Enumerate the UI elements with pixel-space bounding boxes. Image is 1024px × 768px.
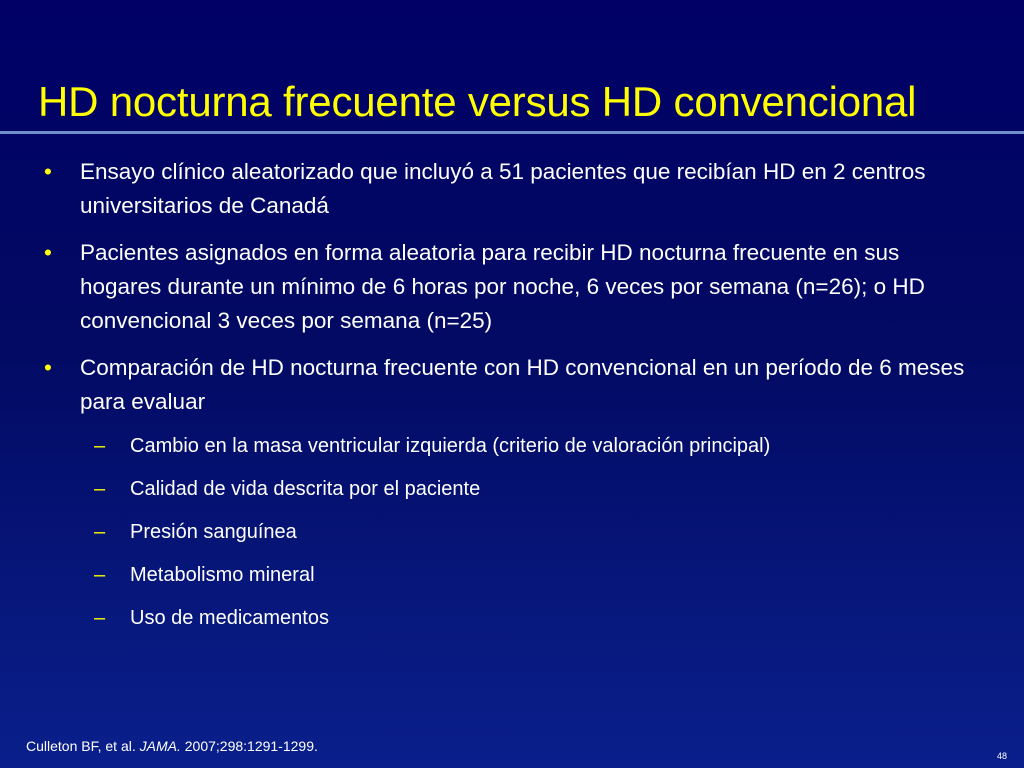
slide-body: [44, 155, 984, 647]
citation-journal: JAMA.: [139, 738, 181, 754]
sub-bullet-text: Presión sanguínea: [130, 521, 297, 543]
sub-bullet-item: [44, 475, 984, 503]
bullet-text: Ensayo clínico aleatorizado que incluyó a 51 pacientes que recibían HD en 2 centros universitarios de Canadá: [80, 159, 926, 218]
bullet-item: [44, 351, 984, 419]
bullet-marker: •: [44, 159, 52, 184]
sub-bullet-text: Calidad de vida descrita por el paciente: [130, 478, 481, 500]
sub-bullet-marker: –: [94, 435, 106, 457]
sub-bullet-text: Metabolismo mineral: [130, 564, 315, 586]
bullet-text: Comparación de HD nocturna frecuente con HD convencional en un período de 6 meses para evaluar: [80, 355, 965, 414]
sub-bullet-item: [44, 604, 984, 632]
slide-title: HD nocturna frecuente versus HD convencional: [38, 78, 917, 125]
citation: [26, 738, 318, 754]
sub-bullet-marker: –: [94, 564, 106, 586]
citation-details: 2007;298:1291-1299.: [180, 738, 318, 754]
sub-bullet-text: Uso de medicamentos: [130, 607, 329, 629]
bullet-marker: •: [44, 355, 52, 380]
sub-bullet-item: [44, 561, 984, 589]
sub-bullet-item: [44, 432, 984, 460]
sub-bullet-item: [44, 518, 984, 546]
bullet-item: [44, 155, 984, 223]
title-divider: [0, 131, 1024, 134]
sub-bullet-marker: –: [94, 521, 106, 543]
sub-bullet-marker: –: [94, 478, 106, 500]
bullet-text: Pacientes asignados en forma aleatoria para recibir HD nocturna frecuente en sus hogares durante un mínimo de 6 horas por noche, 6 veces por semana (n=26); o HD convencional 3 veces por semana (n=25): [80, 240, 925, 333]
bullet-item: [44, 236, 984, 338]
bullet-marker: •: [44, 240, 52, 265]
citation-authors: Culleton BF, et al.: [26, 738, 140, 754]
sub-bullet-marker: –: [94, 607, 106, 629]
page-number: 48: [996, 751, 1007, 761]
sub-bullet-text: Cambio en la masa ventricular izquierda (criterio de valoración principal): [130, 435, 771, 457]
